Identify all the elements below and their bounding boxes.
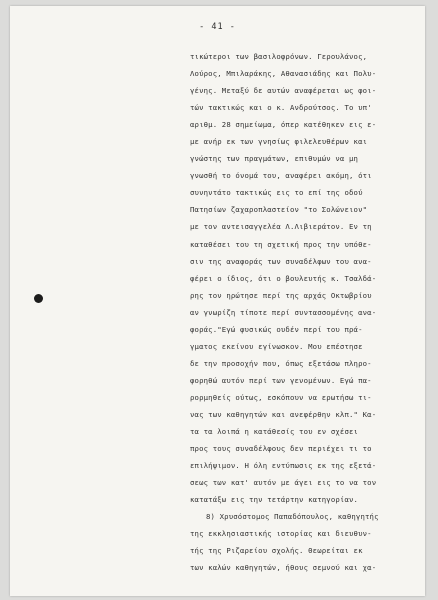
text-line: τα τα λοιπά η κατάθεσίς του εν σχέσει	[190, 427, 359, 437]
text-line: τών τακτικώς και ο κ. Ανδρούτσος. Το υπ'	[190, 103, 372, 113]
binder-hole	[34, 294, 43, 303]
text-line: με ανήρ εκ των γνησίως φιλελευθέρων και	[190, 137, 368, 147]
text-line: Λούρος, Μπιλαράκης, Αθανασιάδης και Πολυ-	[190, 69, 377, 79]
text-line: αριθμ. 28 σημείωμα, όπερ κατέθηκεν εις ε-	[190, 120, 377, 130]
text-line: γένης. Μεταξύ δε αυτών αναφέρεται ως φοι-	[190, 86, 377, 96]
page-number: - 41 -	[199, 22, 236, 32]
text-line: με τον αντεισαγγελέα Λ.Λιβιεράτον. Εν τη	[190, 222, 372, 232]
text-line: τικώτεροι των βασιλοφρόνων. Γερουλάνος,	[190, 52, 368, 61]
text-line: γνωσθή το όνομά του, αναφέρει ακόμη, ότι	[190, 171, 372, 181]
text-line: των καλών καθηγητών, ήθους σεμνού και χα-	[190, 563, 377, 573]
text-line: προς τους συναδέλφους δεν περιέχει τι το	[190, 444, 372, 454]
text-line: σιν της αναφοράς των συναδέλφων του ανα-	[190, 256, 372, 266]
text-line: καταθέσει του τη σχετική προς την υπόθε-	[190, 239, 372, 249]
document-page	[10, 6, 425, 596]
text-line: κατατάξω εις την τετάρτην κατηγορίαν.	[190, 495, 359, 505]
text-line: της εκκλησιαστικής ιστορίας και διευθυν-	[190, 529, 372, 539]
text-line: φοράς."Εγώ φυσικώς ουδέν περί του πρά-	[190, 324, 363, 334]
text-line: φέρει ο ίδιος, ότι ο βουλευτής κ. Τσαλδά-	[190, 273, 377, 283]
text-line: σεως των κατ' αυτόν με άγει εις το να τον	[190, 478, 377, 488]
text-line: Πατησίων ζαχαροπλαστείον "το Σολώνειον"	[190, 205, 368, 215]
text-line: γματος εκείνου εγίνωσκον. Μου επέστησε	[190, 341, 363, 351]
text-line: 8) Χρυσόστομος Παπαδόπουλος, καθηγητής	[206, 512, 379, 522]
text-line: δε την προσοχήν που, όπως εξετάσω πληρο-	[190, 358, 372, 368]
text-line: συνηντάτο τακτικώς εις το επί της οδού	[190, 188, 363, 198]
text-line: αν γνωρίζη τίποτε περί συντασσομένης ανα-	[190, 307, 377, 317]
text-line: νας των καθηγητών και ανεφέρθην κλπ." Κα-	[190, 409, 377, 419]
text-line: επιλήψιμον. Η όλη εντύπωσις εκ της εξετά-	[190, 461, 377, 471]
body-text	[190, 48, 420, 576]
text-line: ρης τον ηρώτησε περί της αρχάς Οκτωβρίου	[190, 290, 372, 300]
text-line: φορηθώ αυτόν περί των γενομένων. Εγώ πα-	[190, 375, 372, 385]
text-line: ρορμηθείς ούτως, εσκόπουν να ερωτήσω τι-	[190, 392, 372, 402]
text-line: γνώστης των πραγμάτων, επιθυμών να μη	[190, 154, 359, 164]
text-line: τής της Ριζαρείου σχολής. Θεωρείται εκ	[190, 546, 363, 556]
